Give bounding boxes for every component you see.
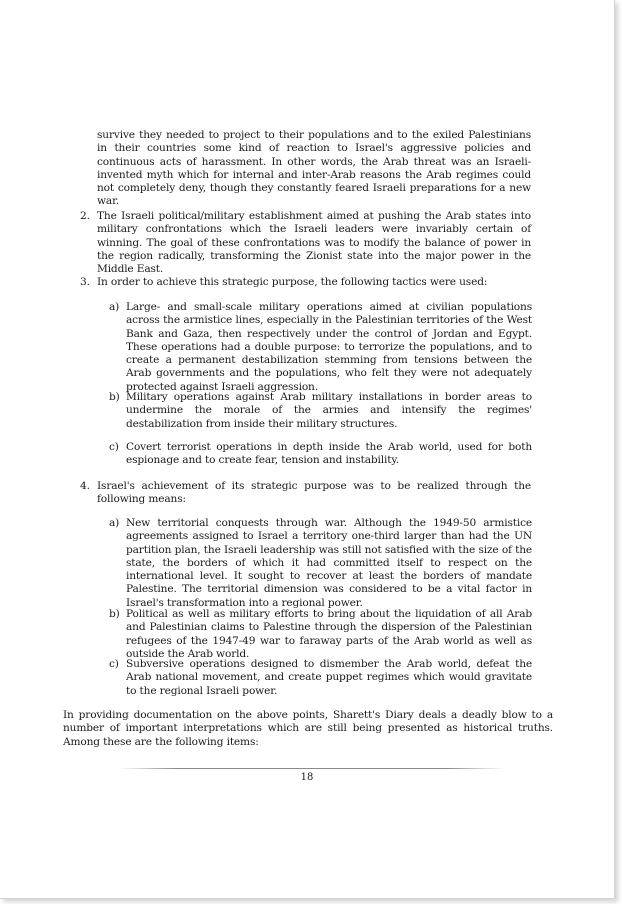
page-number: 18 — [300, 772, 314, 783]
intro-continuation: survive they needed to project to their populations and to the exiled Palestinians in their countries some kind of reaction to Israel's aggressive policies and continuous acts of harassment. In other words, the Arab threat was an Israeli-invented myth which for internal and inter-Arab reasons the Arab regimes could not completely deny, though they constantly feared Israeli preparations for a new war. — [97, 129, 531, 208]
item-2-number: 2. — [80, 210, 90, 222]
closing-paragraph: In providing documentation on the above points, Sharett's Diary deals a deadly blow to a number of important interpretations which are still being presented as historical truths. Among these are the following items: — [63, 709, 553, 748]
item-4b-letter: b) — [109, 608, 120, 620]
footer-rule — [118, 768, 504, 769]
item-4a-letter: a) — [109, 517, 120, 529]
item-4-number: 4. — [80, 480, 90, 492]
item-3b-letter: b) — [109, 391, 120, 403]
item-3a-text: Large- and small-scale military operations aimed at civilian populations across the armistice lines, especially in the Palestinian territories of the West Bank and Gaza, then respectively under the control of Jordan and Egypt. These operations had a double purpose: to terrorize the populations, and to create a permanent destabilization stemming from tensions between the Arab governments and the populations, who felt they were not adequately protected against Israeli aggression. — [126, 301, 532, 393]
item-2-text: The Israeli political/military establishment aimed at pushing the Arab states into military confrontations which the Israeli leaders were invariably certain of winning. The goal of these confrontations was to modify the balance of power in the region radically, transforming the Zionist state into the major power in the Middle East. — [97, 210, 531, 276]
item-4-text: Israel's achievement of its strategic purpose was to be realized through the following means: — [97, 480, 531, 506]
item-4c-text: Subversive operations designed to dismember the Arab world, defeat the Arab national movement, and create puppet regimes which would gravitate to the regional Israeli power. — [126, 658, 532, 697]
item-3b-text: Military operations against Arab military installations in border areas to undermine the morale of the armies and intensify the regimes' destabilization from inside their military structures. — [126, 391, 532, 430]
item-4a-text: New territorial conquests through war. Although the 1949-50 armistice agreements assigned to Israel a territory one-third larger than had the UN partition plan, the Israeli leadership was still not satisfied with the size of the state, the borders of which it had committed itself to respect on the international level. It sought to recover at least the borders of mandate Palestine. The territorial dimension was considered to be a vital factor in Israel's transformation into a regional power. — [126, 517, 532, 609]
item-3-number: 3. — [80, 276, 90, 288]
item-4b-text: Political as well as military efforts to bring about the liquidation of all Arab and Palestinian claims to Palestine through the dispersion of the Palestinian refugees of the 1947-49 war to faraway parts of the Arab world as well as outside the Arab world. — [126, 608, 532, 660]
item-3c-text: Covert terrorist operations in depth inside the Arab world, used for both espionage and to create fear, tension and instability. — [126, 441, 532, 467]
item-3-text: In order to achieve this strategic purpose, the following tactics were used: — [97, 276, 488, 288]
item-3c-letter: c) — [109, 441, 119, 453]
item-3a-letter: a) — [109, 301, 120, 313]
item-4c-letter: c) — [109, 658, 119, 670]
